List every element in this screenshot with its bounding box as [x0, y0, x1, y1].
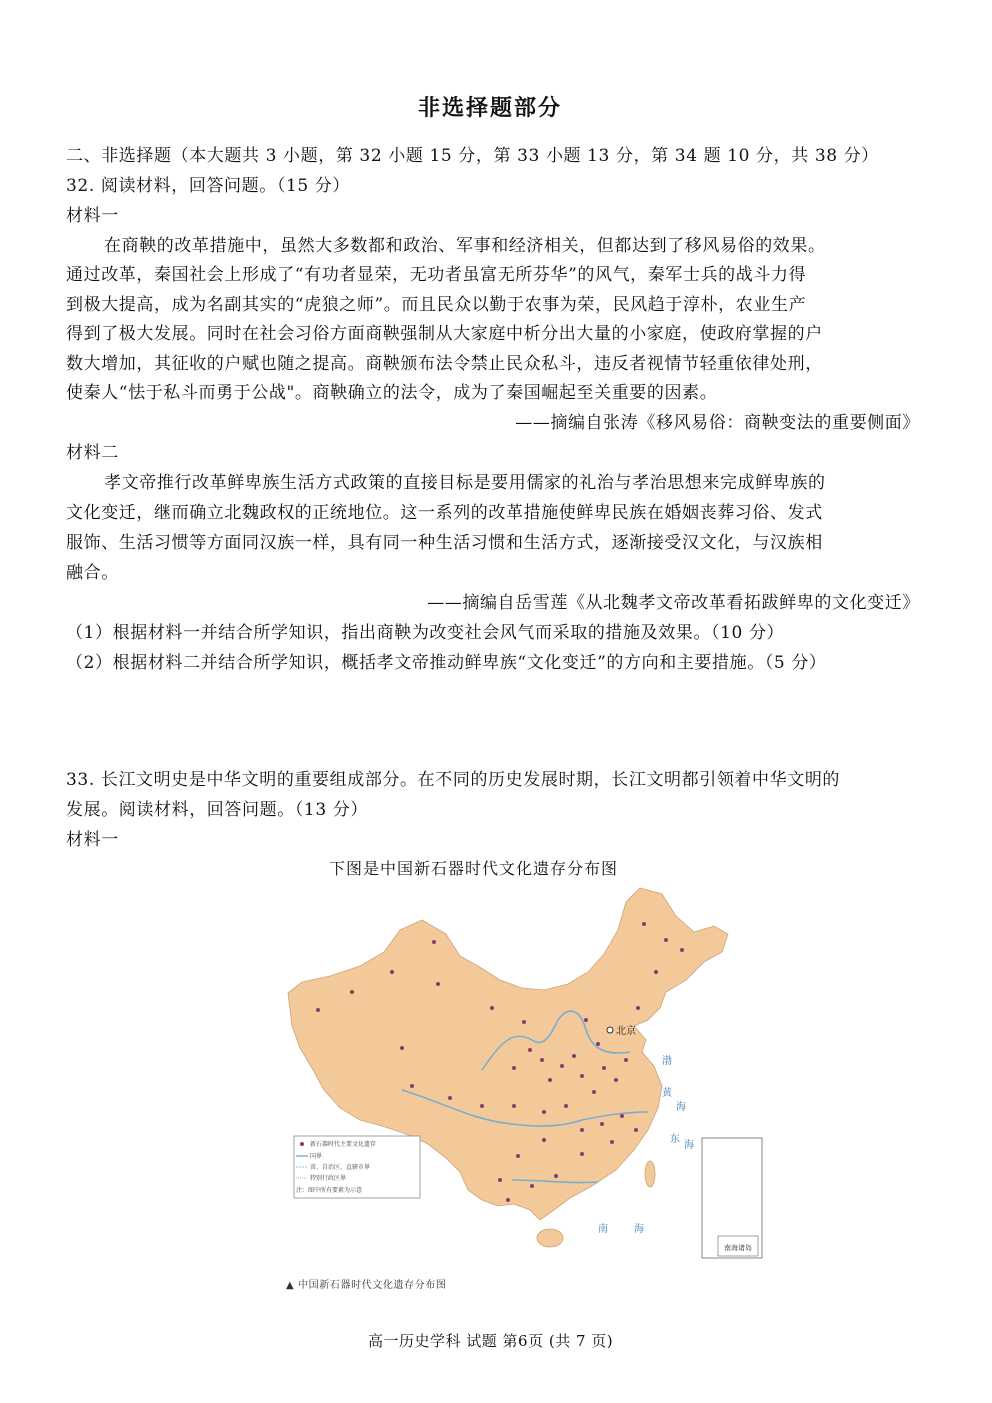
culture-site-dot — [542, 1110, 546, 1114]
q32-m2-line: 孝文帝推行改革鲜卑族生活方式政策的直接目标是要用儒家的礼治与孝治思想来完成鲜卑族的 — [104, 473, 826, 493]
culture-site-dot — [432, 940, 436, 944]
section-title: 非选择题部分 — [418, 96, 563, 121]
culture-site-dot — [540, 1058, 544, 1062]
q32-m2-source: ——摘编自岳雪莲《从北魏孝文帝改革看拓跋鲜卑的文化变迁》 — [427, 593, 920, 613]
culture-site-dot — [498, 1178, 502, 1182]
q32-m1-line: 得到了极大发展。同时在社会习俗方面商鞅强制从大家庭中析分出大量的小家庭，使政府掌握的户 — [66, 324, 823, 344]
culture-site-dot — [528, 1048, 532, 1052]
q32-material2-label: 材料二 — [66, 443, 119, 463]
taiwan-island — [645, 1161, 655, 1187]
culture-site-dot — [634, 1128, 638, 1132]
q32-m1-line: 通过改革，秦国社会上形成了“有功者显荣，无功者虽富无所芬华”的风气，秦军士兵的战斗力得 — [66, 265, 807, 285]
culture-site-dot — [564, 1104, 568, 1108]
culture-site-dot — [572, 1054, 576, 1058]
q32-m1-line: 数大增加，其征收的户赋也随之提高。商鞅颁布法令禁止民众私斗，违反者视情节轻重依律处刑， — [66, 354, 823, 374]
q32-m2-line: 文化变迁，继而确立北魏政权的正统地位。这一系列的改革措施使鲜卑民族在婚姻丧葬习俗、发式 — [66, 503, 823, 523]
sea-label: 海 — [684, 1140, 694, 1151]
culture-site-dot — [548, 1078, 552, 1082]
culture-site-dot — [560, 1064, 564, 1068]
culture-site-dot — [592, 1090, 596, 1094]
culture-site-dot — [620, 1114, 624, 1118]
section-intro: 二、非选择题（本大题共 3 小题，第 32 小题 15 分，第 33 小题 13 分，第 34 题 10 分，共 38 分） — [66, 146, 879, 166]
culture-site-dot — [614, 1078, 618, 1082]
q32-heading: 32. 阅读材料，回答问题。（15 分） — [66, 176, 350, 196]
map-title: 下图是中国新石器时代文化遗存分布图 — [329, 859, 619, 878]
legend-note: 注：图中所有要素为示意 — [296, 1187, 363, 1194]
q32-sub-question-2: （2）根据材料二并结合所学知识，概括孝文帝推动鲜卑族“文化变迁”的方向和主要措施。（5 分） — [66, 653, 827, 673]
culture-site-dot — [512, 1066, 516, 1070]
culture-site-dot — [580, 1074, 584, 1078]
culture-site-dot — [642, 922, 646, 926]
culture-site-dot — [542, 1138, 546, 1142]
culture-site-dot — [530, 1184, 534, 1188]
culture-site-dot — [654, 970, 658, 974]
page-footer: 高一历史学科 试题 第6页 (共 7 页) — [368, 1332, 614, 1350]
culture-site-dot — [522, 1020, 526, 1024]
culture-site-dot — [350, 990, 354, 994]
culture-site-dot — [610, 1140, 614, 1144]
q33-line: 发展。阅读材料，回答问题。（13 分） — [66, 800, 368, 820]
culture-site-dot — [554, 1174, 558, 1178]
culture-site-dot — [584, 1018, 588, 1022]
legend-item: 省、自治区、直辖市界 — [310, 1164, 371, 1171]
sea-label: 渤 — [662, 1056, 672, 1067]
q32-m2-line: 融合。 — [66, 563, 119, 583]
culture-site-dot — [400, 1046, 404, 1050]
culture-site-dot — [600, 1122, 604, 1126]
sea-label: 海 — [676, 1102, 686, 1113]
culture-site-dot — [580, 1152, 584, 1156]
sea-label: 黄 — [662, 1088, 672, 1099]
q33-material1-label: 材料一 — [66, 830, 119, 850]
hainan-island — [537, 1229, 563, 1247]
culture-site-dot — [602, 1066, 606, 1070]
neolithic-map-figure — [282, 880, 767, 1291]
culture-site-dot — [516, 1154, 520, 1158]
culture-site-dot — [580, 1128, 584, 1132]
q32-m1-line: 到极大提高，成为名副其实的“虎狼之师”。而且民众以勤于农事为荣，民风趋于淳朴，农业生产 — [66, 295, 807, 315]
culture-site-dot — [512, 1104, 516, 1108]
china-map — [282, 880, 767, 1272]
culture-site-dot — [480, 1104, 484, 1108]
culture-site-dot — [390, 970, 394, 974]
q32-m1-line: 使秦人“怯于私斗而勇于公战"。商鞅确立的法令，成为了秦国崛起至关重要的因素。 — [66, 383, 718, 403]
culture-site-dot — [506, 1198, 510, 1202]
culture-site-dot — [624, 1058, 628, 1062]
q32-material1-label: 材料一 — [66, 206, 119, 226]
culture-site-dot — [664, 938, 668, 942]
map-caption: ▲ 中国新石器时代文化遗存分布图 — [286, 1280, 447, 1291]
q33-line: 33. 长江文明史是中华文明的重要组成部分。在不同的历史发展时期，长江文明都引领着中华文明的 — [66, 770, 841, 790]
sea-label: 东 — [670, 1134, 680, 1145]
inset-label: 南海诸岛 — [724, 1244, 752, 1252]
beijing-marker — [607, 1027, 613, 1033]
q32-m1-source: ——摘编自张涛《移风易俗：商鞅变法的重要侧面》 — [515, 413, 920, 433]
legend-item: 国界 — [310, 1153, 323, 1160]
legend-site-marker — [300, 1142, 304, 1146]
beijing-label: 北京 — [616, 1026, 636, 1037]
map-legend — [294, 1136, 420, 1198]
south-sea-inset — [702, 1138, 762, 1258]
culture-site-dot — [316, 1008, 320, 1012]
legend-item: 新石器时代主要文化遗存 — [310, 1141, 377, 1148]
culture-site-dot — [410, 1084, 414, 1088]
culture-site-dot — [490, 1006, 494, 1010]
q32-m1-line: 在商鞅的改革措施中，虽然大多数都和政治、军事和经济相关，但都达到了移风易俗的效果。 — [104, 236, 826, 256]
culture-site-dot — [596, 1042, 600, 1046]
sea-label: 南 — [598, 1224, 608, 1235]
culture-site-dot — [436, 982, 440, 986]
culture-site-dot — [680, 948, 684, 952]
sea-label: 海 — [634, 1224, 644, 1235]
legend-item: 特别行政区界 — [310, 1175, 347, 1182]
q32-m2-line: 服饰、生活习惯等方面同汉族一样，具有同一种生活习惯和生活方式，逐渐接受汉文化，与汉族相 — [66, 533, 823, 553]
culture-site-dot — [636, 1006, 640, 1010]
culture-site-dot — [448, 1096, 452, 1100]
q32-sub-question-1: （1）根据材料一并结合所学知识，指出商鞅为改变社会风气而采取的措施及效果。（10 分） — [66, 623, 785, 643]
